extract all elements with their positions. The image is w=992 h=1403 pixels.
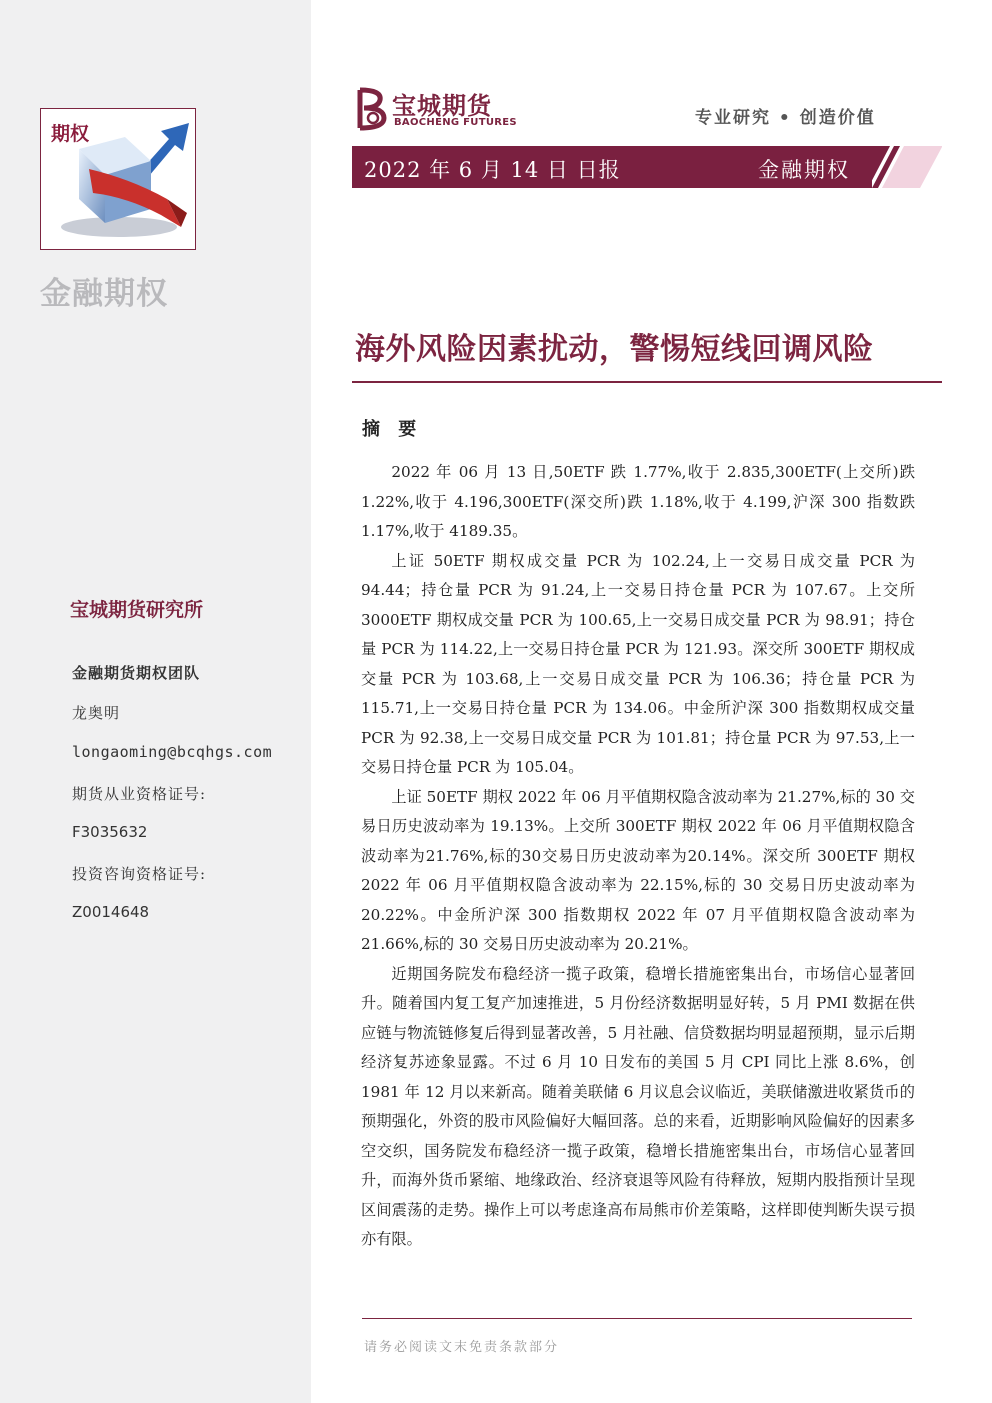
abstract-paragraph: 上证 50ETF 期权成交量 PCR 为 102.24,上一交易日成交量 PCR 为 94.44；持仓量 PCR 为 91.24,上一交易日持仓量 PCR 为 107.67。上交所 3000ETF 期权成交量 PCR 为 100.65,上一交易日成交量 PCR 为 98.91；持仓量 PCR 为 114.22,上一交易日持仓量 PCR 为 121.93。深交所 300ETF 期权成交量 PCR 为 103.68,上一交易日成交量 PCR 为 106.36；持仓量 PCR 为 115.71,上一交易日持仓量 PCR 为 134.06。中金所沪深 300 指数期权成交量 PCR 为 92.38,上一交易日成交量 PCR 为 101.81；持仓量 PCR 为 97.53,上一交易日持仓量 PCR 为 105.04。 bbox=[361, 551, 915, 776]
futures-cert-number: F3035632 bbox=[72, 823, 148, 841]
abstract-paragraph: 上证 50ETF 期权 2022 年 06 月平值期权隐含波动率为 21.27%,标的 30 交易日历史波动率为 19.13%。上交所 300ETF 期权 2022 年 06 月平值期权隐含波动率为21.76%,标的30交易日历史波动率为20.14%。深交所 300ETF 期权 2022 年 06 月平值期权隐含波动率为 22.15%,标的 30 交易日历史波动率为 20.22%。中金所沪深 300 指数期权 2022 年 07 月平值期权隐含波动率为 21.66%,标的 30 交易日历史波动率为 20.21%。 bbox=[361, 787, 915, 953]
consult-cert-number: Z0014648 bbox=[72, 903, 150, 921]
slogan: 专业研究 • 创造价值 bbox=[695, 108, 876, 128]
disclaimer-note: 请务必阅读文末免责条款部分 bbox=[364, 1340, 560, 1355]
report-date: 2022 年 6 月 14 日 日报 bbox=[364, 158, 621, 182]
company-logo bbox=[356, 86, 536, 134]
abstract-paragraph: 2022 年 06 月 13 日,50ETF 跌 1.77%,收于 2.835,300ETF(上交所)跌 1.22%,收于 4.196,300ETF(深交所)跌 1.18%,收于 4.199,沪深 300 指数跌 1.17%,收于 4189.35。 bbox=[361, 463, 915, 540]
footer-divider bbox=[362, 1318, 912, 1319]
cover-image bbox=[40, 108, 196, 250]
logo-english: BAOCHENG FUTURES bbox=[394, 117, 517, 128]
report-category: 金融期权 bbox=[758, 158, 850, 182]
team-name: 金融期货期权团队 bbox=[72, 664, 201, 682]
logo-mark-icon bbox=[356, 86, 390, 132]
abstract-title: 摘 要 bbox=[362, 419, 423, 440]
futures-cert-label: 期货从业资格证号: bbox=[72, 785, 207, 803]
consult-cert-label: 投资咨询资格证号: bbox=[72, 865, 207, 883]
report-banner bbox=[352, 146, 872, 188]
sidebar-category: 金融期权 bbox=[40, 276, 168, 312]
institute-name: 宝城期货研究所 bbox=[70, 599, 204, 621]
analyst-name: 龙奥明 bbox=[72, 704, 121, 722]
banner-stripes-icon bbox=[850, 146, 942, 188]
headline-divider bbox=[352, 381, 942, 383]
sidebar bbox=[0, 0, 311, 1403]
abstract-body bbox=[361, 458, 915, 1255]
analyst-email[interactable]: longaoming@bcqhgs.com bbox=[72, 743, 273, 761]
logo-chinese: 宝城期货 bbox=[392, 92, 492, 120]
abstract-paragraph: 近期国务院发布稳经济一揽子政策，稳增长措施密集出台，市场信心显著回升。随着国内复工复产加速推进，5 月份经济数据明显好转，5 月 PMI 数据在供应链与物流链修复后得到显著改善，5 月社融、信贷数据均明显超预期，显示后期经济复苏迹象显露。不过 6 月 10 日发布的美国 5 月 CPI 同比上涨 8.6%，创 1981 年 12 月以来新高。随着美联储 6 月议息会议临近，美联储激进收紧货币的预期强化，外资的股市风险偏好大幅回落。总的来看，近期影响风险偏好的因素多空交织，国务院发布稳经济一揽子政策，稳增长措施密集出台，市场信心显著回升，而海外货币紧缩、地缘政治、经济衰退等风险有待释放，短期内股指预计呈现区间震荡的走势。操作上可以考虑逢高布局熊市价差策略，这样即使判断失误亏损亦有限。 bbox=[361, 964, 915, 1248]
cover-label: 期权 bbox=[51, 123, 90, 145]
report-headline: 海外风险因素扰动，警惕短线回调风险 bbox=[355, 332, 874, 367]
